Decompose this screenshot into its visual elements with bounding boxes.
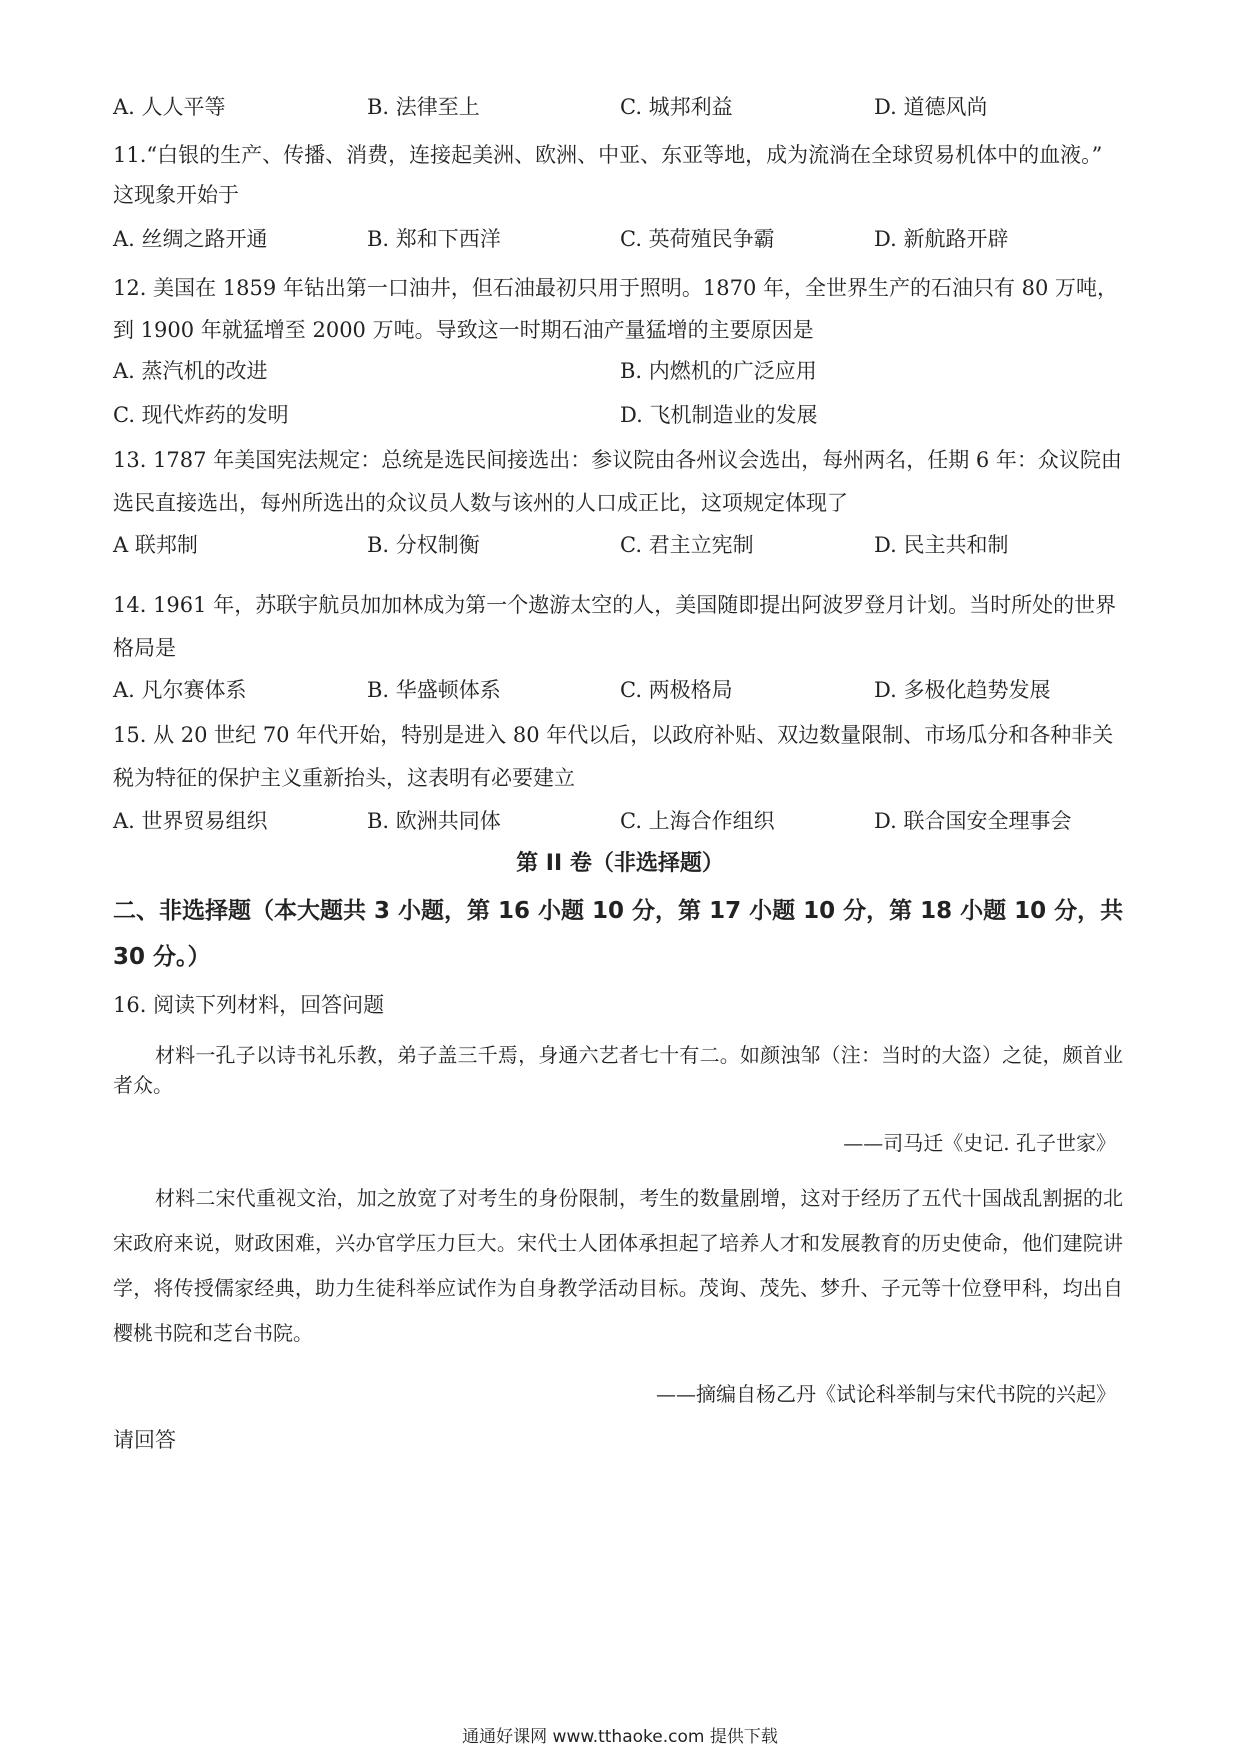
q12-option-a: A. 蒸汽机的改进 [113,359,268,383]
q14-option-a: A. 凡尔赛体系 [113,678,247,702]
q12-option-d: D. 飞机制造业的发展 [620,403,818,427]
q15-option-a: A. 世界贸易组织 [113,809,268,833]
q16-material-1: 材料一孔子以诗书礼乐教，弟子盖三千焉，身通六艺者七十有二。如颜浊邹（注：当时的大盗）之徒，颇首业者众。 [113,1043,1123,1097]
q11-stem-line1: 11.“白银的生产、传播、消费，连接起美洲、欧洲、中亚、东亚等地，成为流淌在全球贸易机体中的血液。” [113,143,1103,167]
q13-stem-line2: 选民直接选出，每州所选出的众议员人数与该州的人口成正比，这项规定体现了 [113,491,848,515]
q11-option-b: B. 郑和下西洋 [367,227,501,251]
q10-option-d: D. 道德风尚 [874,95,988,119]
q16-source-1: ——司马迁《史记. 孔子世家》 [843,1131,1116,1155]
q11-stem-line2: 这现象开始于 [113,183,239,207]
q10-option-c: C. 城邦利益 [620,95,733,119]
q14-option-d: D. 多极化趋势发展 [874,678,1051,702]
q16-stem: 16. 阅读下列材料，回答问题 [113,993,385,1017]
q10-option-a: A. 人人平等 [113,95,226,119]
q14-option-b: B. 华盛顿体系 [367,678,501,702]
q11-option-d: D. 新航路开辟 [874,227,1009,251]
section-2-heading-line1: 二、非选择题（本大题共 3 小题，第 16 小题 10 分，第 17 小题 10 分，第 18 小题 10 分，共 [113,898,1124,924]
q15-stem-line2: 税为特征的保护主义重新抬头，这表明有必要建立 [113,766,575,790]
q13-option-c: C. 君主立宪制 [620,533,754,557]
q11-option-c: C. 英荷殖民争霸 [620,227,775,251]
q13-option-a: A 联邦制 [113,533,198,557]
q13-option-b: B. 分权制衡 [367,533,480,557]
part-2-title: 第 II 卷（非选择题） [516,851,724,876]
q13-stem-line1: 13. 1787 年美国宪法规定：总统是选民间接选出：参议院由各州议会选出，每州两名，任期 6 年：众议院由 [113,448,1122,472]
q16-source-2: ——摘编自杨乙丹《试论科举制与宋代书院的兴起》 [656,1382,1116,1406]
q15-option-c: C. 上海合作组织 [620,809,775,833]
q15-option-b: B. 欧洲共同体 [367,809,501,833]
q15-option-d: D. 联合国安全理事会 [874,809,1072,833]
q16-prompt: 请回答 [113,1428,176,1452]
q15-stem-line1: 15. 从 20 世纪 70 年代开始，特别是进入 80 年代以后，以政府补贴、双边数量限制、市场瓜分和各种非关 [113,723,1114,747]
q16-material-2: 材料二宋代重视文治，加之放宽了对考生的身份限制，考生的数量剧增，这对于经历了五代十国战乱割据的北宋政府来说，财政困难，兴办官学压力巨大。宋代士人团体承担起了培养人才和发展教育的历史使命，他们建院讲学，将传授儒家经典，助力生徒科举应试作为自身教学活动目标。茂询、茂先、梦升、子元等十位登甲科，均出自樱桃书院和芝台书院。 [113,1186,1123,1345]
page-footer: 通通好课网 www.tthaoke.com 提供下载 [462,1727,778,1747]
q14-stem-line1: 14. 1961 年，苏联宇航员加加林成为第一个遨游太空的人，美国随即提出阿波罗登月计划。当时所处的世界 [113,593,1117,617]
q12-stem-line2: 到 1900 年就猛增至 2000 万吨。导致这一时期石油产量猛增的主要原因是 [113,318,814,342]
q10-option-b: B. 法律至上 [367,95,480,119]
q12-stem-line1: 12. 美国在 1859 年钻出第一口油井，但石油最初只用于照明。1870 年，全世界生产的石油只有 80 万吨， [113,276,1119,300]
q11-option-a: A. 丝绸之路开通 [113,227,268,251]
q14-stem-line2: 格局是 [113,636,176,660]
q14-option-c: C. 两极格局 [620,678,733,702]
q12-option-b: B. 内燃机的广泛应用 [620,359,817,383]
section-2-heading-line2: 30 分。） [113,944,211,970]
q13-option-d: D. 民主共和制 [874,533,1009,557]
q12-option-c: C. 现代炸药的发明 [113,403,289,427]
